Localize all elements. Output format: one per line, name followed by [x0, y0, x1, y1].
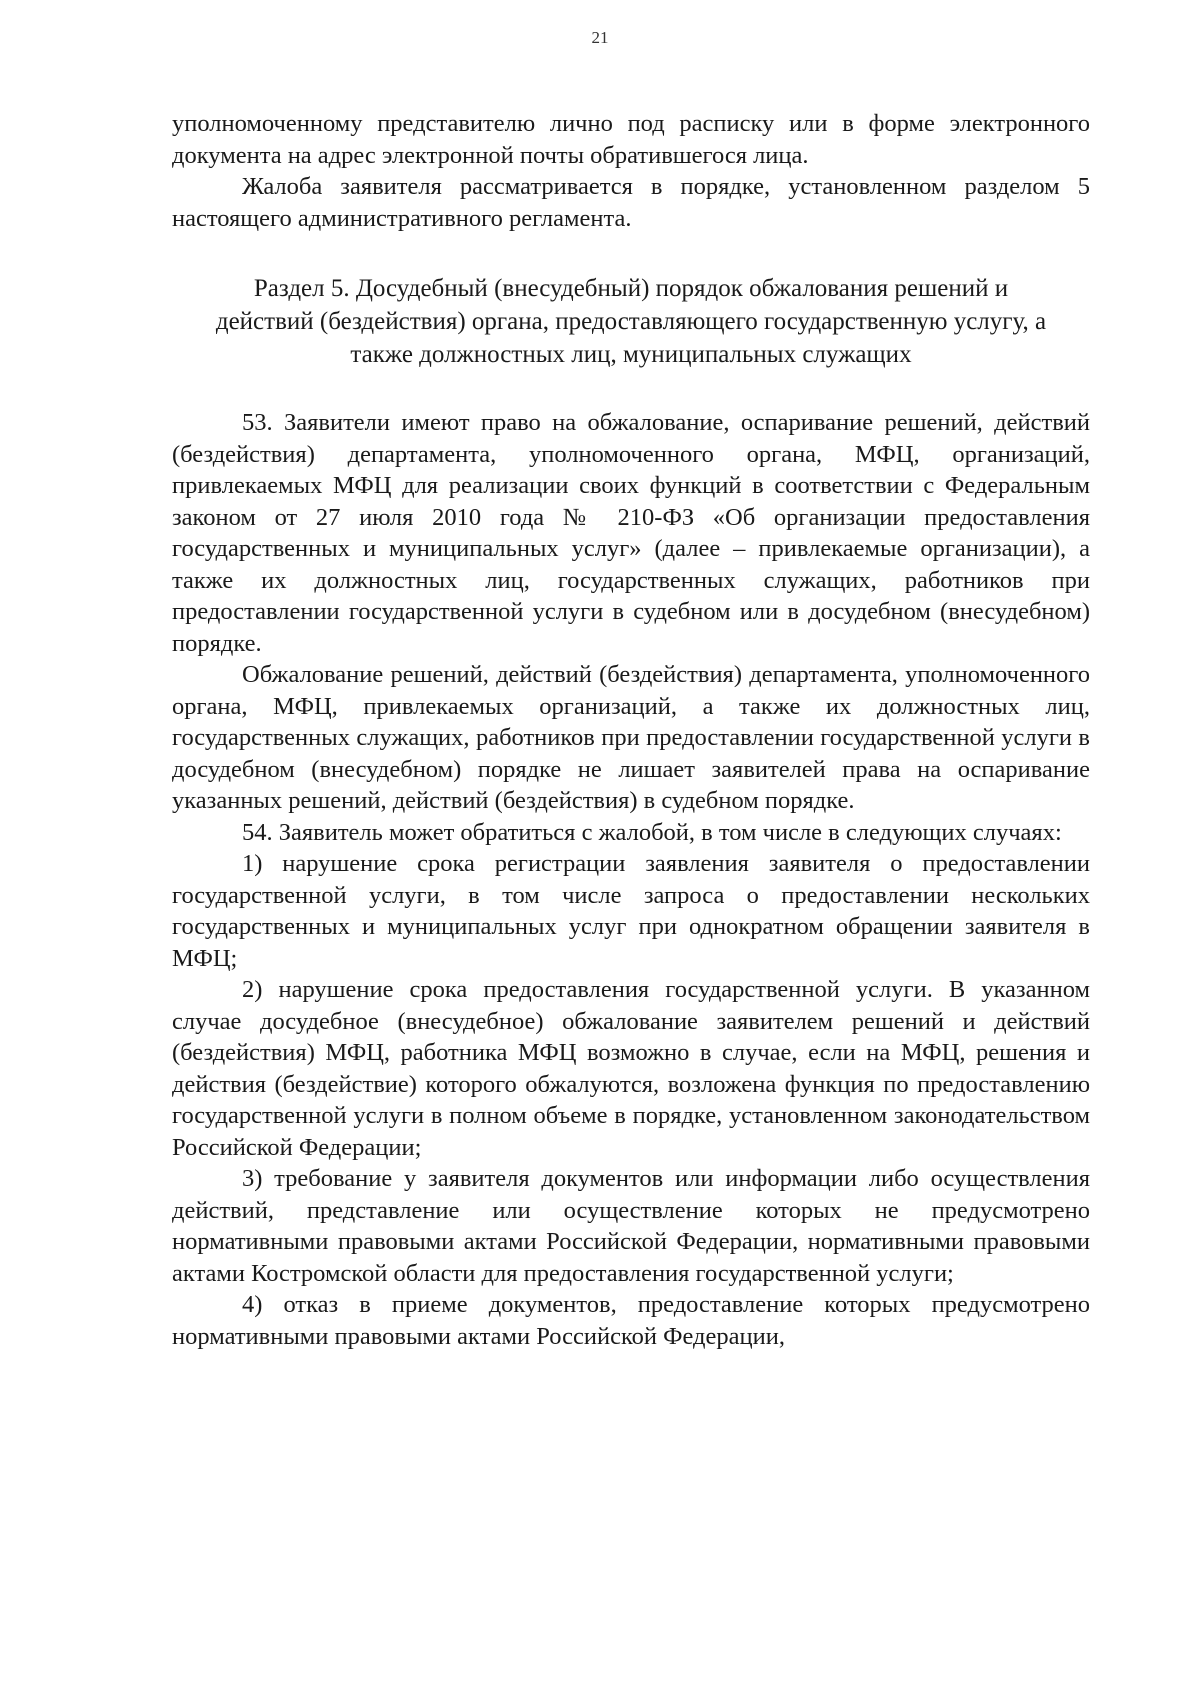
- paragraph-appeal: Обжалование решений, действий (бездействия) департамента, уполномоченного органа, МФЦ, привлекаемых организаций, а также их должностных лиц, государственных служащих, работников при предоставлении государственной услуги в досудебном (внесудебном) порядке не лишает заявителей права на оспаривание указанных решений, действий (бездействия) в судебном порядке.: [172, 661, 1090, 814]
- section-heading: Раздел 5. Досудебный (внесудебный) порядок обжалования решений и действий (бездействия) органа, предоставляющего государственную услугу, а также должностных лиц, муниципальных служащих: [215, 275, 1047, 368]
- paragraph-54: 54. Заявитель может обратиться с жалобой, в том числе в следующих случаях:: [242, 818, 1062, 846]
- list-item-3: 3) требование у заявителя документов или информации либо осуществления действий, представление или осуществление которых не предусмотрено нормативными правовыми актами Российской Федерации, нормативными правовыми актами Костромской области для предоставления государственной услуги;: [172, 1165, 1090, 1287]
- paragraph-continuation: уполномоченному представителю лично под расписку или в форме электронного документа на адрес электронной почты обратившегося лица.: [172, 110, 1090, 169]
- page-number: 21: [591, 28, 609, 47]
- document-body: [172, 108, 1090, 1352]
- paragraph-53: 53. Заявители имеют право на обжалование, оспаривание решений, действий (бездействия) департамента, уполномоченного органа, МФЦ, организаций, привлекаемых МФЦ для реализации своих функций в соответствии с Федеральным законом от 27 июля 2010 года № 210-ФЗ «Об организации предоставления государственных и муниципальных услуг» (далее – привлекаемые организации), а также их должностных лиц, государственных служащих, работников при предоставлении государственной услуги в судебном или в досудебном (внесудебном) порядке.: [172, 409, 1090, 657]
- paragraph-complaint-procedure: Жалоба заявителя рассматривается в порядке, установленном разделом 5 настоящего административного регламента.: [172, 173, 1090, 232]
- list-item-1: 1) нарушение срока регистрации заявления заявителя о предоставлении государственной услуги, в том числе запроса о предоставлении нескольких государственных и муниципальных услуг при однократном обращении заявителя в МФЦ;: [172, 850, 1090, 972]
- list-item-4: 4) отказ в приеме документов, предоставление которых предусмотрено нормативными правовыми актами Российской Федерации,: [172, 1291, 1090, 1350]
- list-item-2: 2) нарушение срока предоставления государственной услуги. В указанном случае досудебное (внесудебное) обжалование заявителем решений и действий (бездействия) МФЦ, работника МФЦ возможно в случае, если на МФЦ, решения и действия (бездействие) которого обжалуются, возложена функция по предоставлению государственной услуги в полном объеме в порядке, установленном законодательством Российской Федерации;: [172, 976, 1090, 1161]
